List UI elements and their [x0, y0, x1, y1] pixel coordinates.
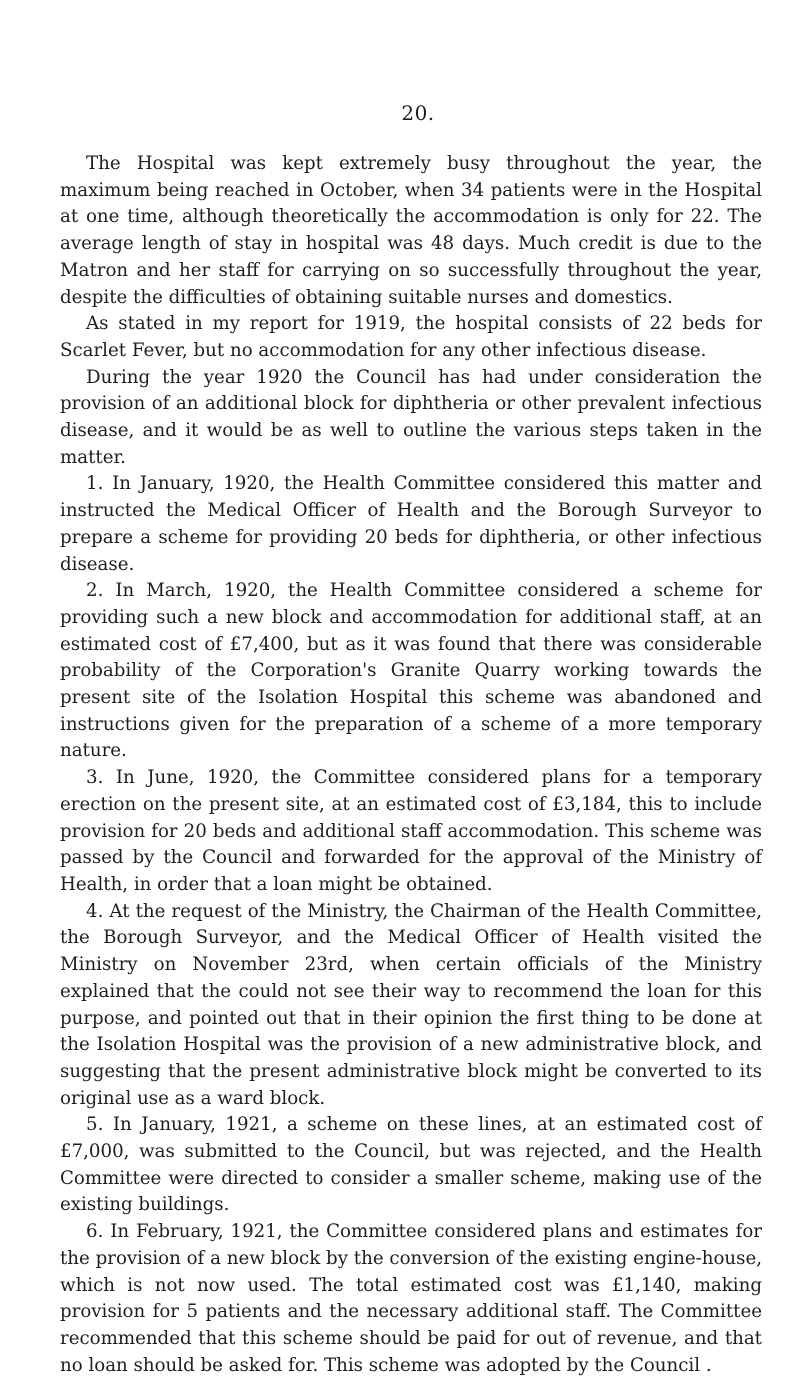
paragraph-step-1: 1. In January, 1920, the Health Committee considered this matter and instructed the Medical Officer of Health and the Borough Surveyor to prepare a scheme for providing 20 beds for diphtheria, or other infectious disease.	[60, 473, 762, 575]
paragraph-step-5: 5. In January, 1921, a scheme on these lines, at an estimated cost of £7,000, was submitted to the Council, but was rejected, and the Health Committee were directed to consider a smaller scheme, making use of the existing buildings.	[60, 1114, 762, 1216]
paragraph-council-consideration: During the year 1920 the Council has had under consideration the provision of an additional block for diphtheria or other prevalent infectious disease, and it would be as well to outline the various steps taken in the matter.	[60, 366, 762, 468]
paragraph-step-3: 3. In June, 1920, the Committee considered plans for a temporary erection on the present site, at an estimated cost of £3,184, this to include provision for 20 beds and additional staff accommodation. This scheme was passed by the Council and forwarded for the approval of the Ministry of Health, in order that a loan might be obtained.	[60, 767, 762, 895]
paragraph-hospital-busy: The Hospital was kept extremely busy throughout the year, the maximum being reached in October, when 34 patients were in the Hospital at one time, although theoretically the accommodation is only for 22. The average length of stay in hospital was 48 days. Much credit is due to the Matron and her staff for carrying on so successfully throughout the year, despite the difficulties of obtaining suitable nurses and domestics.	[60, 153, 762, 308]
paragraph-step-2: 2. In March, 1920, the Health Committee considered a scheme for providing such a new block and accommodation for additional staff, at an estimated cost of £7,400, but as it was found that there was considerable probability of the Corporation's Granite Quarry working towards the present site of the Isolation Hospital this scheme was abandoned and instructions given for the preparation of a scheme of a more temporary nature.	[60, 580, 762, 762]
document-body	[60, 151, 762, 1379]
page-number: 20.	[401, 101, 435, 125]
paragraph-step-6: 6. In February, 1921, the Committee considered plans and estimates for the provision of a new block by the conversion of the existing engine-house, which is not now used. The total estimated cost was £1,140, making provision for 5 patients and the necessary additional staff. The Committee recommended that this scheme should be paid for out of revenue, and that no loan should be asked for. This scheme was adopted by the Council .	[60, 1221, 762, 1376]
paragraph-step-4: 4. At the request of the Ministry, the Chairman of the Health Committee, the Borough Surveyor, and the Medical Officer of Health visited the Ministry on November 23rd, when certain officials of the Ministry explained that the could not see their way to recommend the loan for this purpose, and pointed out that in their opinion the first thing to be done at the Isolation Hospital was the provision of a new administrative block, and suggesting that the present administrative block might be converted to its original use as a ward block.	[60, 900, 762, 1109]
paragraph-hospital-beds: As stated in my report for 1919, the hospital consists of 22 beds for Scarlet Fever, but no accommodation for any other infectious disease.	[60, 313, 762, 361]
